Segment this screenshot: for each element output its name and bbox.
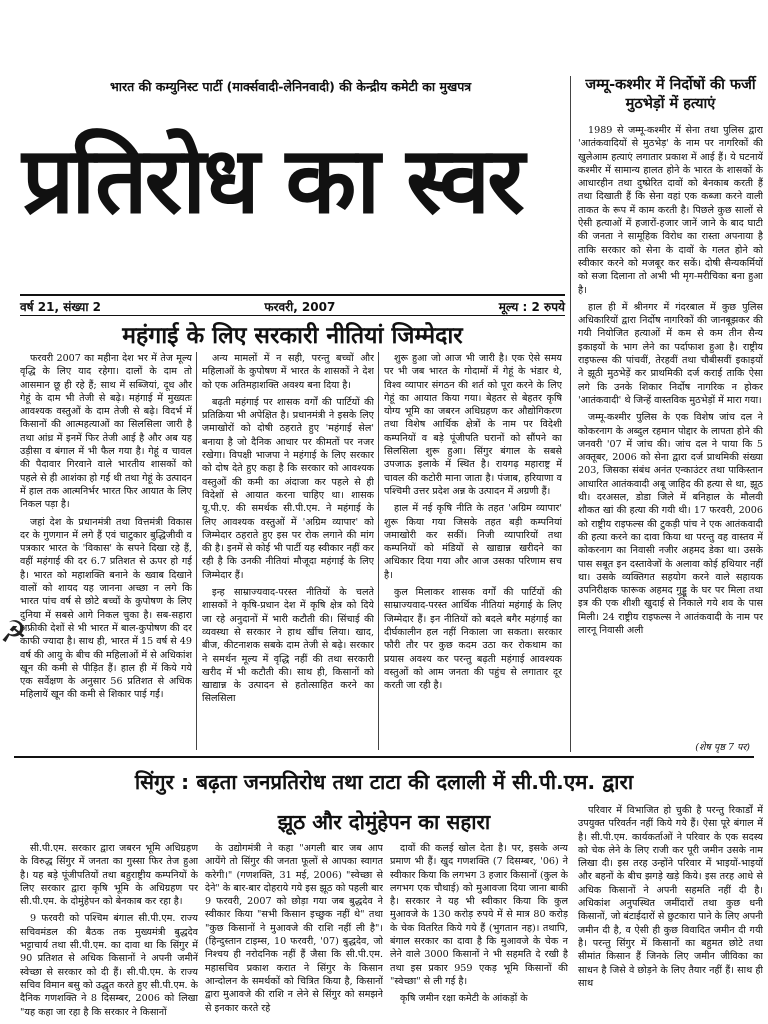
side-headline: जम्मू-कश्मीर में निर्दोषों की फर्जी मुठभेड़ों में हत्याएं — [585, 77, 756, 112]
party-tagline: भारत की कम्युनिस्ट पार्टी (मार्क्सवादी-लेनिनवादी) की केन्द्रीय कमेटी का मुखपत्र — [110, 79, 472, 94]
second-headline-line1: सिंगुर : बढ़ता जनप्रतिरोध तथा टाटा की दलाली में सी.पी.एम. द्वारा — [134, 770, 634, 794]
issue-date: फरवरी, 2007 — [264, 300, 336, 314]
side-column-divider — [570, 76, 571, 752]
issue-info-bar — [20, 298, 565, 315]
lead-headline: महंगाई के लिए सरकारी नीतियां जिम्मेदार — [122, 323, 463, 349]
issue-volume: वर्ष 21, संख्या 2 — [20, 300, 101, 314]
second-column-3 — [390, 842, 568, 1024]
lead-col1-para: फरवरी 2007 का महीना देश भर में तेज मूल्य वृद्धि के लिए याद रहेगा। दालों के दाम तो आसमान छू ही रहे हैं; साथ में सब्जियां, दूध और गेहूं के दाम भी तेजी से बढ़े। महंगाई में मुख्यतः आवश्यक वस्तुओं के दाम तेजी से बढ़े। विदर्भ में किसानों की आत्महत्याओं का सिलसिला जारी है तथा आंध्र में इनमें फिर तेजी आई है और अब यह उड़ीसा व बंगाल में भी फैल गया है। गेहूं व चावल की पैदावार गिरवाने वाले भारतीय शासकों को पहले से ही आशंका हो गई थी तथा गेहूं के उत्पादन में हाल तक आत्मनिर्भर भारत फिर आयात के लिए निकल पड़ा है। — [20, 353, 192, 511]
side-para: हाल ही में श्रीनगर में गंदरबाल में कुछ पुलिस अधिकारियों द्वारा निर्दोष नागरिकों की जानबूझकर की गयी नियोजित हत्याओं में कम से कम तीन सैन्य इकाइयों के भाग लेने का पर्दाफाश हुआ है। राष्ट्रीय राइफल्स की पांचवीं, तेरहवीं तथा चौबीसवीं इकाइयों ने झूठी मुठभेड़ें कर प्राथमिकी दर्ज कराई ताकि ऐसा लगे कि उनके शिकार निर्दोष नागरिक न होकर 'आतंकवादी' थे जिन्हें वास्तविक मुठभेड़ों में मारा गया। — [578, 301, 763, 406]
issue-price: मूल्य : 2 रुपये — [498, 300, 565, 314]
masthead-rule — [20, 294, 565, 296]
hammer-sickle-icon: ☭ — [0, 615, 27, 650]
lead-col2-para: अन्य मामलों में न सही, परन्तु बच्चों और महिलाओं के कुपोषण में भारत के शासकों ने देश को एक अतिमहाशक्ति अवश्य बना दिया है। — [202, 353, 374, 391]
second-column-4 — [578, 804, 763, 1024]
newspaper-masthead: प्रतिरोध का स्वर — [22, 127, 522, 234]
second-col1-para: सी.पी.एम. सरकार द्वारा जबरन भूमि अधिग्रहण के विरुद्ध सिंगुर में जनता का गुस्सा फिर तेज हुआ है। यह बड़े पूंजीपतियों तथा बहुराष्ट्रीय कम्पनियों के लिए सरकार द्वारा कृषि भूमि के अधिग्रहण पर सी.पी.एम. के दोमुंहेपन को बेनकाब कर रहा है। — [20, 843, 198, 908]
lead-col1-para: जहां देश के प्रधानमंत्री तथा वित्तमंत्री विकास दर के गुणगान में लगे हैं एवं चाटुकार बुद्धिजीवी व पत्रकार भारत के 'विकास' के सपने दिखा रहे हैं, वहीं महंगाई की दर 6.7 प्रतिशत से ऊपर हो गई है। भारत को महाशक्ति बनाने के ख्वाब दिखाने वालों को शायद यह जानना अच्छा न लगे कि भारत पांच वर्ष से छोटे बच्चों के कुपोषण के लिए दुनिया में सबसे आगे निकल चुका है। सब-सहारा अफ्रीकी देशों से भी भारत में बाल-कुपोषण की दर काफी ज्यादा है। साथ ही, भारत में 15 वर्ष से 49 वर्ष की आयु के बीच की महिलाओं में से अधिकांश खून की कमी से पीड़ित हैं। हाल ही में किये गये एक सर्वेक्षण के अनुसार 56 प्रतिशत से अधिक महिलायें खून की कमी से शिकार पाई गईं। — [20, 516, 192, 701]
side-para: जम्मू-कश्मीर पुलिस के एक विशेष जांच दल ने कोकरनाग के अब्दुल रहमान पोद्दार के लापता होने की जनवरी '07 में जांच की। जांच दल ने पाया कि 5 अक्तूबर, 2006 को सेना द्वारा दर्ज प्राथमिकी संख्या 203, जिसका संबंध अनंत एन्काउंटर तथा पाकिस्तान आधारित आतंकवादी अबू जाहिद की हत्या से था, झूठ थी। दरअसल, डोडा जिले में बनिहाल के मौलवी शौकत खां की हत्या की गयी थी। 17 फरवरी, 2006 को राष्ट्रीय राइफल्स की टुकड़ी पांच ने एक आतंकवादी की हत्या करने का दावा किया था परन्तु वह वास्तव में कोकरनाग का निवासी नजीर अहमद डेका था। उसके पास सबूत इन दस्तावेजों के अलावा कोई हथियार नहीं था। उसके व्यक्तिगत सहयोग करने वाले सहायक उपनिरीक्षक फारूक अहमद गुड्डू के घर पर मिला तथा इत्र की एक शीशी खुदाई से निकाले गये शव के पास मिली। 24 राष्ट्रीय राइफल्स ने आतंकवादी के नाम पर लारनू निवासी अली — [578, 412, 763, 636]
lead-col2-para: इन्ह साम्राज्यवाद-परस्त नीतियों के चलते शासकों ने कृषि-प्रधान देश में कृषि क्षेत्र को दिये जा रहे अनुदानों में भारी कटौती की। सिंचाई की व्यवस्था से सरकार ने हाथ खींच लिया। खाद, बीज, कीटनाशक सबके दाम तेजी से बढ़े। सरकार ने समर्थन मूल्य में वृद्धि नहीं की तथा सरकारी खरीद में भी कटौती की। साथ ही, किसानों को खाद्यान्न के उत्पादन से हतोत्साहित करने का सिलसिला — [202, 587, 374, 705]
second-col3-para: दावों की कलई खोल देता है। पर, इसके अन्य प्रमाण भी हैं। खुद गणशक्ति (7 दिसम्बर, '06) ने स्वीकार किया कि लगभग 3 हजार किसानों (कुल के लगभग एक चौथाई) को मुआवजा दिया जाना बाकी है। सरकार ने यह भी स्वीकार किया कि कुल मुआवजे के 130 करोड़ रुपये में से मात्र 80 करोड़ के चेक वितरित किये गये हैं (भुगतान नह)। तथापि, बंगाल सरकार का दावा है कि मुआवजे के चेक न लेने वाले 3000 किसानों ने भी सहमति दे रखी है तथा इस प्रकार 959 एकड़ भूमि किसानों की "स्वेच्छा" से ली गई है। — [390, 843, 568, 987]
side-story-body — [578, 124, 763, 738]
second-col2-para: के उद्योगमंत्री ने कहा "अगली बार जब आप आयेंगे तो सिंगुर की जनता फूलों से आपका स्वागत करेगी।" (गणशक्ति, 31 मई, 2006) "स्वेच्छा से देने" के बार-बार दोहराये गये इस झूठ को पहली बार 9 फरवरी, 2007 को छोड़ा गया जब बुद्धदेव ने स्वीकार किया "सभी किसान इच्छुक नहीं थे" तथा "कुछ किसानों ने मुआवजे की राशि नहीं ली है"। (हिन्दुस्तान टाइम्स, 10 फरवरी, '07) बुद्धदेव, जो निश्चय ही नरोदनिक नहीं हैं जैसा कि सी.पी.एम. महासचिव प्रकाश करात ने सिंगुर के किसान आन्दोलन के समर्थकों को चित्रित किया है, किसानों द्वारा मुआवजे की राशि न लेने से सिंगुर को समझने से इनकार करते रहे — [205, 843, 383, 1014]
second-col1-para: 9 फरवरी को पश्चिम बंगाल सी.पी.एम. राज्य सचिवमंडल की बैठक तक मुख्यमंत्री बुद्धदेव भट्टाचार्य तथा सी.पी.एम. का दावा था कि सिंगुर में 90 प्रतिशत से अधिक किसानों ने अपनी जमीनें स्वेच्छा से सरकार को दी हैं। सी.पी.एम. के राज्य सचिव विमान बसु को उद्धृत करते हुए सी.पी.एम. के दैनिक गणशक्ति ने 8 दिसम्बर, 2006 को लिखा "यह कहा जा रहा है कि सरकार ने किसानों — [20, 913, 198, 1018]
lead-col3-para: हाल में नई कृषि नीति के तहत 'अग्रिम व्यापार' शुरू किया गया जिसके तहत बड़ी कम्पनियां जमाखोरी कर सकीं। निजी व्यापारियों तथा कम्पनियों को मंडियों से खाद्यान्न खरीदने का अधिकार दिया गया और आज उसका परिणाम सच है। — [384, 503, 562, 581]
lead-column-3 — [384, 352, 562, 750]
second-column-1 — [20, 842, 198, 1024]
side-para: 1989 से जम्मू-कश्मीर में सेना तथा पुलिस द्वारा 'आतंकवादियों से मुठभेड़' के नाम पर नागरिकों की खुलेआम हत्याएं लगातार प्रकाश में आई हैं। ये घटनायें कश्मीर में सामान्य हालत होने के भारत के शासकों के आधारहीन तथा दुष्प्रेरित दावों को बेनकाब करती हैं तथा दिखाती हैं कि सेना वहां एक कब्जा करने वाली ताकत के रूप में काम करती है। पिछले कुछ सालों से ऐसी हत्याओं में हजारों-हजार जानें जाने के बाद घाटी की जनता ने सामूहिक विरोध का रास्ता अपनाया है ताकि सरकार को सेना के दावों के गलत होने को स्वीकार करने को मजबूर कर सकें। दोषी सैन्यकर्मियों को सजा दिलाना तो अभी भी मृग-मरीचिका बना हुआ है। — [578, 125, 763, 296]
second-col3-para: कृषि जमीन रक्षा कमेटी के आंकड़ों के — [400, 993, 528, 1005]
lead-column-2 — [202, 352, 374, 750]
column-divider — [196, 352, 197, 750]
lead-col2-para: बढ़ती महंगाई पर शासक वर्गों की पार्टियों की प्रतिक्रिया भी अपेक्षित है। प्रधानमंत्री ने इसके लिए जमाखोरों को दोषी ठहराते हुए 'महंगाई सेल' बनाया है जो दैनिक आधार पर कीमतों पर नजर रखेगा। विपक्षी भाजपा ने महंगाई के लिए सरकार को दोष देते हुए कहा है कि सरकार को आवश्यक वस्तुओं की कमी का अंदाजा कर पहले से ही विदेशों से आयात करना चाहिए था। शासक यू.पी.ए. की समर्थक सी.पी.एम. ने महंगाई के लिए आवश्यक वस्तुओं में 'अग्रिम व्यापार' को जिम्मेदार ठहराते हुए इस पर रोक लगाने की मांग की है। इनमें से कोई भी पार्टी यह स्वीकार नहीं कर रही है कि उनकी नीतियां मौजूदा महंगाई के लिए जिम्मेदार हैं। — [202, 396, 374, 581]
info-bar-rule — [20, 315, 565, 316]
lead-col3-para: शुरू हुआ जो आज भी जारी है। एक ऐसे समय पर भी जब भारत के गोदामों में गेहूं के भंडार थे, विश्व व्यापार संगठन की शर्त को पूरा करने के लिए गेहूं का आयात किया गया। बेहतर से बेहतर कृषि योग्य भूमि का जबरन अधिग्रहण कर औद्योगिकरण तथा विशेष आर्थिक क्षेत्रों के नाम पर विदेशी कम्पनियों व बड़े पूंजीपति घरानों को सौंपने का सिलसिला शुरू हुआ। सिंगुर बंगाल के सबसे उपजाऊ इलाके में स्थित है। रायगढ़ महाराष्ट्र में चावल की कटोरी माना जाता है। पंजाब, हरियाणा व पश्चिमी उत्तर प्रदेश अन्न के उत्पादन में अग्रणी हैं। — [384, 353, 562, 497]
lead-col3-para: कुल मिलाकर शासक वर्गों की पार्टियों की साम्राज्यवाद-परस्त आर्थिक नीतियां महंगाई के लिए जिम्मेदार हैं। इन नीतियों को बदले बगैर महंगाई का दीर्घकालीन हल नहीं निकाला जा सकता। सरकार फौरी तौर पर कुछ कदम उठा कर रोकथाम का प्रयास अवश्य कर परन्तु बढ़ती महंगाई आवश्यक वस्तुओं को आम जनता की पहुंच से लगातार दूर करती जा रही है। — [384, 587, 562, 692]
lead-column-1 — [20, 352, 192, 750]
second-col4-para: परिवार में विभाजित हो चुकी है परन्तु रिकार्डों में उपयुक्त परिवर्तन नहीं किये गये हैं। ऐसा पूरे बंगाल में है। सी.पी.एम. कार्यकर्ताओं ने परिवार के एक सदस्य को चेक लेने के लिए राजी कर पूरी जमीन उसके नाम लिखा दी। इस तरह उन्होंने परिवार में भाइयों-भाइयों और बहनों के बीच झगड़े खड़े किये। इस तरह आधे से अधिक किसानों ने अपनी सहमति नहीं दी है। अधिकांश अनुपस्थित जमींदारों तथा कुछ धनी किसानों, जो बंटाईदारों से छुटकारा पाने के लिए अपनी जमीन दी है, व ऐसी ही कुछ विवादित जमीन दी गयी है। परन्तु सिंगुर में किसानों का बहुमत छोटे तथा सीमांत किसान हैं जिनके लिए जमीन जीविका का साधन है जिसे वे छोड़ने के लिए तैयार नहीं हैं। साथ ही साथ — [578, 805, 763, 989]
second-column-2 — [205, 842, 383, 1024]
section-rule — [14, 756, 754, 758]
column-divider — [378, 352, 379, 750]
continued-note: (शेष पृष्ठ 7 पर) — [695, 742, 750, 753]
second-headline-line2: झूठ और दोमुंहेपन का सहारा — [277, 810, 491, 834]
